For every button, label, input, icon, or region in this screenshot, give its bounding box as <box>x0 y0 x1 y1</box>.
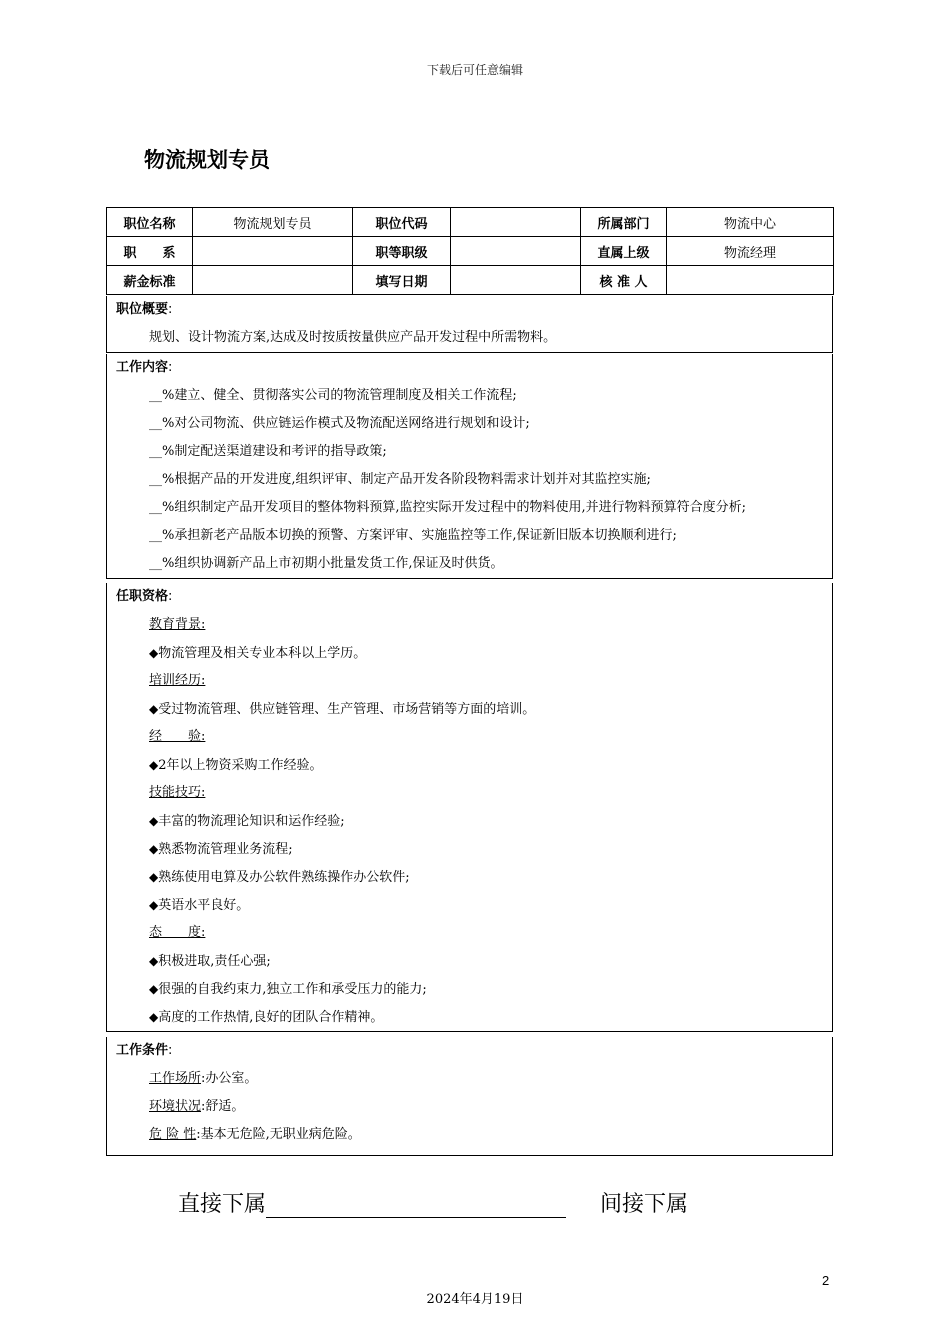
qualification-item <box>149 835 832 863</box>
qualification-text: 物流管理及相关专业本科以上学历。 <box>158 646 367 661</box>
subheading-experience <box>149 723 832 751</box>
label-fill-date: 填写日期 <box>353 266 451 295</box>
condition-label: 环境状况 <box>149 1099 202 1114</box>
qualifications-heading: 任职资格 <box>116 589 169 604</box>
diamond-bullet-icon: ◆ <box>149 982 159 996</box>
duties-section <box>106 354 833 579</box>
section-heading <box>116 354 832 382</box>
qualification-item <box>149 975 832 1003</box>
footer-date: 2024年4月19日 <box>426 1292 524 1307</box>
table-row <box>107 237 834 266</box>
qualifications-section <box>106 583 833 1032</box>
value-grade-level <box>451 237 581 266</box>
condition-hazard <box>149 1121 832 1155</box>
qualification-text: 熟悉物流管理业务流程; <box>158 842 293 857</box>
label-department: 所属部门 <box>581 208 667 237</box>
qualification-item <box>149 807 832 835</box>
qualification-text: 受过物流管理、供应链管理、生产管理、市场营销等方面的培训。 <box>158 702 536 717</box>
diamond-bullet-icon: ◆ <box>149 1010 159 1024</box>
condition-value: :基本无危险,无职业病危险。 <box>196 1127 361 1142</box>
duty-item: __%制定配送渠道建设和考评的指导政策; <box>149 444 387 459</box>
value-direct-supervisor: 物流经理 <box>667 237 834 266</box>
header-note: 下载后可任意编辑 <box>426 63 523 77</box>
qualification-text: 积极进取,责任心强; <box>158 954 271 969</box>
table-row <box>107 208 834 237</box>
value-department: 物流中心 <box>667 208 834 237</box>
condition-value: :舒适。 <box>201 1099 245 1114</box>
value-fill-date <box>451 266 581 295</box>
section-heading <box>116 296 832 324</box>
qualification-text: 很强的自我约束力,独立工作和承受压力的能力; <box>158 982 427 997</box>
subheading-education <box>149 611 832 639</box>
subheading-label: 培训经历: <box>149 673 206 688</box>
subordinates-line <box>178 1187 688 1218</box>
qualification-item <box>149 947 832 975</box>
condition-label: 工作场所 <box>149 1071 202 1086</box>
duty-item: __%承担新老产品版本切换的预警、方案评审、实施监控等工作,保证新旧版本切换顺利进行; <box>149 528 677 543</box>
label-job-family: 职 系 <box>107 237 193 266</box>
duties-heading: 工作内容 <box>116 360 169 375</box>
label-salary-standard: 薪金标准 <box>107 266 193 295</box>
heading-colon: : <box>168 302 173 317</box>
diamond-bullet-icon: ◆ <box>149 646 159 660</box>
heading-colon: : <box>168 1043 173 1058</box>
diamond-bullet-icon: ◆ <box>149 954 159 968</box>
subheading-label: 教育背景: <box>149 617 206 632</box>
duty-item: __%根据产品的开发进度,组织评审、制定产品开发各阶段物料需求计划并对其监控实施; <box>149 472 651 487</box>
conditions-section <box>106 1037 833 1156</box>
label-approver: 核 准 人 <box>581 266 667 295</box>
page-number: 2 <box>822 1273 830 1288</box>
value-position-name: 物流规划专员 <box>193 208 353 237</box>
condition-workplace <box>149 1065 832 1093</box>
heading-colon: : <box>168 360 173 375</box>
diamond-bullet-icon: ◆ <box>149 758 159 772</box>
subheading-skills <box>149 779 832 807</box>
section-heading <box>116 583 832 611</box>
summary-text: 规划、设计物流方案,达成及时按质按量供应产品开发过程中所需物料。 <box>149 330 557 345</box>
diamond-bullet-icon: ◆ <box>149 898 159 912</box>
page-title: 物流规划专员 <box>144 148 270 172</box>
direct-subordinates-label: 直接下属 <box>178 1192 267 1217</box>
subheading-label: 经 验: <box>149 729 206 744</box>
value-approver <box>667 266 834 295</box>
summary-section <box>106 296 833 353</box>
diamond-bullet-icon: ◆ <box>149 842 159 856</box>
summary-heading: 职位概要 <box>116 302 169 317</box>
value-position-code <box>451 208 581 237</box>
qualification-text: 熟练使用电算及办公软件熟练操作办公软件; <box>158 870 410 885</box>
duty-item: __%建立、健全、贯彻落实公司的物流管理制度及相关工作流程; <box>149 388 517 403</box>
qualification-item <box>149 1003 832 1031</box>
value-salary-standard <box>193 266 353 295</box>
diamond-bullet-icon: ◆ <box>149 814 159 828</box>
direct-subordinates-blank <box>266 1191 566 1218</box>
duty-item: __%对公司物流、供应链运作模式及物流配送网络进行规划和设计; <box>149 416 530 431</box>
job-info-table <box>106 207 834 295</box>
table-row <box>107 266 834 295</box>
qualification-item <box>149 863 832 891</box>
qualification-item <box>149 695 832 723</box>
qualification-item <box>149 751 832 779</box>
label-grade-level: 职等职级 <box>353 237 451 266</box>
duty-item: __%组织协调新产品上市初期小批量发货工作,保证及时供货。 <box>149 556 504 571</box>
subheading-label: 技能技巧: <box>149 785 206 800</box>
qualification-item <box>149 891 832 919</box>
diamond-bullet-icon: ◆ <box>149 870 159 884</box>
value-job-family <box>193 237 353 266</box>
indirect-subordinates-label: 间接下属 <box>600 1192 689 1217</box>
condition-value: :办公室。 <box>201 1071 258 1086</box>
label-position-name: 职位名称 <box>107 208 193 237</box>
subheading-label: 态 度: <box>149 925 206 940</box>
qualification-text: 高度的工作热情,良好的团队合作精神。 <box>158 1010 384 1025</box>
condition-environment <box>149 1093 832 1121</box>
diamond-bullet-icon: ◆ <box>149 702 159 716</box>
qualification-item <box>149 639 832 667</box>
duty-item: __%组织制定产品开发项目的整体物料预算,监控实际开发过程中的物料使用,并进行物料预算符合度分析; <box>149 500 746 515</box>
qualification-text: 2年以上物资采购工作经验。 <box>158 758 323 773</box>
condition-label: 危 险 性 <box>149 1127 197 1142</box>
section-heading <box>116 1037 832 1065</box>
subheading-training <box>149 667 832 695</box>
label-direct-supervisor: 直属上级 <box>581 237 667 266</box>
qualification-text: 丰富的物流理论知识和运作经验; <box>158 814 345 829</box>
conditions-heading: 工作条件 <box>116 1043 169 1058</box>
heading-colon: : <box>168 589 173 604</box>
qualification-text: 英语水平良好。 <box>158 898 250 913</box>
label-position-code: 职位代码 <box>353 208 451 237</box>
subheading-attitude <box>149 919 832 947</box>
